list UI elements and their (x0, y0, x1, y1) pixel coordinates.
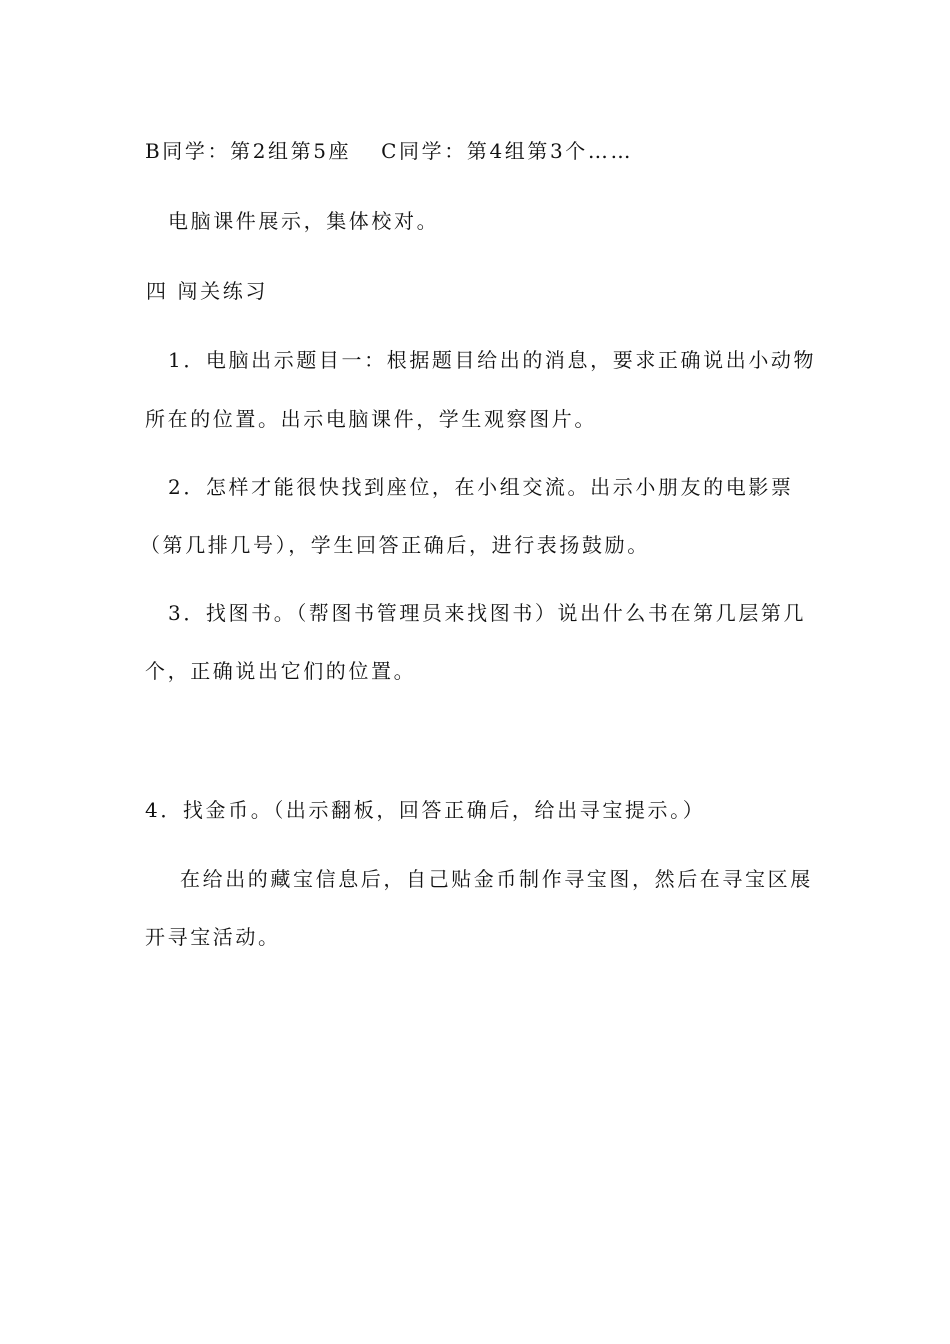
paragraph-line: 3．找图书。（帮图书管理员来找图书）说出什么书在第几层第几 (168, 601, 807, 625)
paragraph-line: 1．电脑出示题目一：根据题目给出的消息，要求正确说出小动物 (168, 348, 817, 372)
paragraph-line: 电脑课件展示，集体校对。 (168, 209, 440, 233)
student-b-position: B同学：第2组第5座 (145, 139, 352, 163)
student-positions-line (145, 137, 815, 165)
section-heading: 四 闯关练习 (146, 279, 268, 303)
paragraph-line: 开寻宝活动。 (145, 925, 281, 949)
paragraph-line: 2．怎样才能很快找到座位，在小组交流。出示小朋友的电影票 (168, 475, 794, 499)
paragraph-line: 个，正确说出它们的位置。 (145, 659, 417, 683)
student-c-position: C同学：第4组第3个…… (381, 139, 634, 163)
paragraph-line: 4．找金币。（出示翻板，回答正确后，给出寻宝提示。） (145, 798, 706, 822)
paragraph-line: 在给出的藏宝信息后，自己贴金币制作寻宝图，然后在寻宝区展 (180, 867, 813, 891)
paragraph-line: 所在的位置。出示电脑课件，学生观察图片。 (145, 407, 597, 431)
paragraph-line: （第几排几号），学生回答正确后，进行表扬鼓励。 (140, 533, 650, 557)
